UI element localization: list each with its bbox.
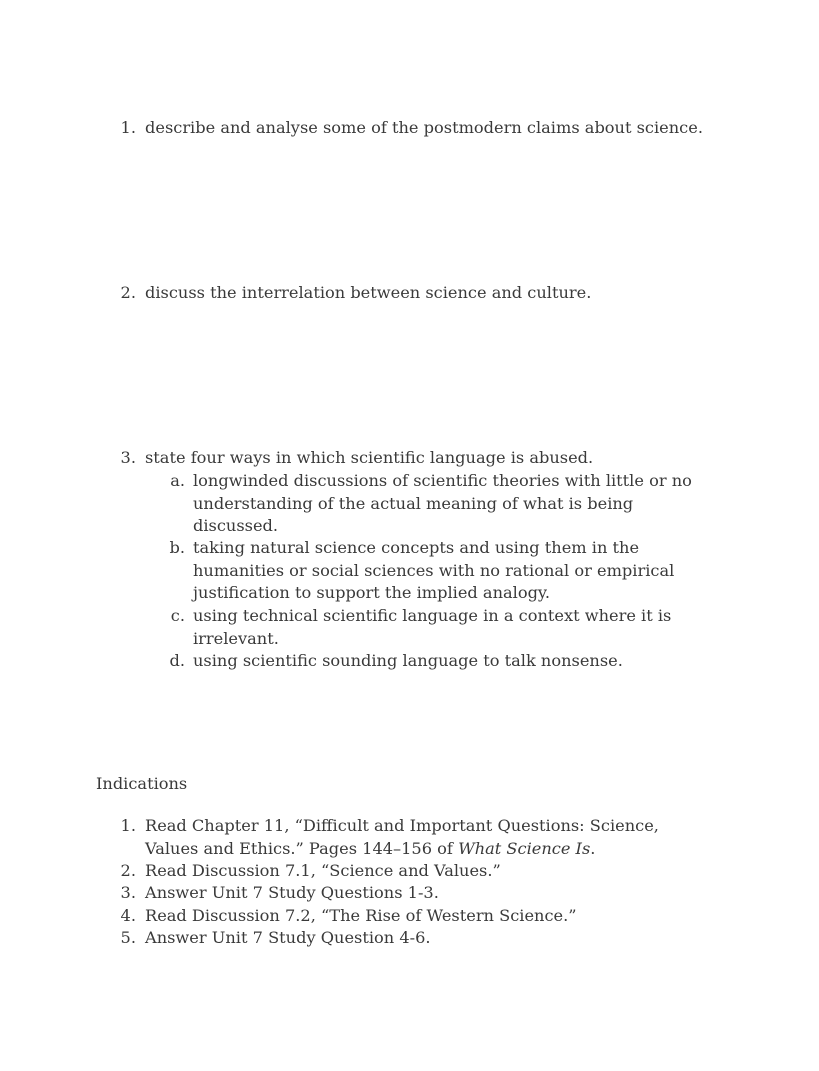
list-number: 3.	[120, 883, 136, 902]
sub-list-text	[193, 537, 753, 605]
text-line: using technical scientific language in a context where it is	[193, 606, 672, 625]
list-number: 4.	[120, 906, 136, 925]
sub-list-text	[193, 470, 753, 538]
sub-list-text	[193, 650, 753, 673]
text-line: Read Chapter 11, “Difficult and Important Questions: Science,	[145, 816, 659, 835]
sub-list-letter: c.	[170, 606, 185, 625]
sub-list-text	[193, 605, 753, 650]
section-heading: Indications	[96, 774, 188, 793]
indication-text: Answer Unit 7 Study Questions 1-3.	[145, 883, 439, 902]
text-line: taking natural science concepts and using them in the	[193, 538, 640, 557]
text-line: discussed.	[193, 516, 279, 535]
sub-list-letter: b.	[169, 538, 185, 557]
indication-text: Answer Unit 7 Study Question 4-6.	[145, 928, 431, 947]
text-line: understanding of the actual meaning of what is being	[193, 493, 634, 513]
objective-text: describe and analyse some of the postmodern claims about science.	[145, 118, 703, 137]
text-segment: Values and Ethics.” Pages 144–156 of	[145, 838, 459, 858]
text-line	[145, 838, 745, 861]
objective-text: discuss the interrelation between science and culture.	[145, 283, 592, 302]
indication-text: Read Discussion 7.1, “Science and Values.”	[145, 861, 501, 880]
list-number: 3.	[120, 448, 136, 467]
list-number: 2.	[120, 861, 136, 880]
text-line: justification to support the implied analogy.	[193, 583, 551, 602]
list-number: 5.	[120, 928, 136, 947]
list-number: 1.	[120, 816, 136, 835]
text-line: using scientific sounding language to talk nonsense.	[193, 651, 623, 670]
list-number: 2.	[120, 283, 136, 302]
book-title: What Science Is	[458, 838, 591, 858]
indication-text	[145, 815, 745, 860]
text-line: longwinded discussions of scientific theories with little or no	[193, 471, 692, 490]
sub-list-letter: d.	[169, 651, 185, 670]
indication-text: Read Discussion 7.2, “The Rise of Western Science.”	[145, 906, 577, 925]
text-line: humanities or social sciences with no rational or empirical	[193, 560, 675, 580]
text-line: irrelevant.	[193, 628, 279, 648]
text-segment: .	[590, 838, 596, 858]
list-number: 1.	[120, 118, 136, 137]
objective-text: state four ways in which scientific language is abused.	[145, 448, 594, 467]
sub-list-letter: a.	[170, 471, 185, 490]
